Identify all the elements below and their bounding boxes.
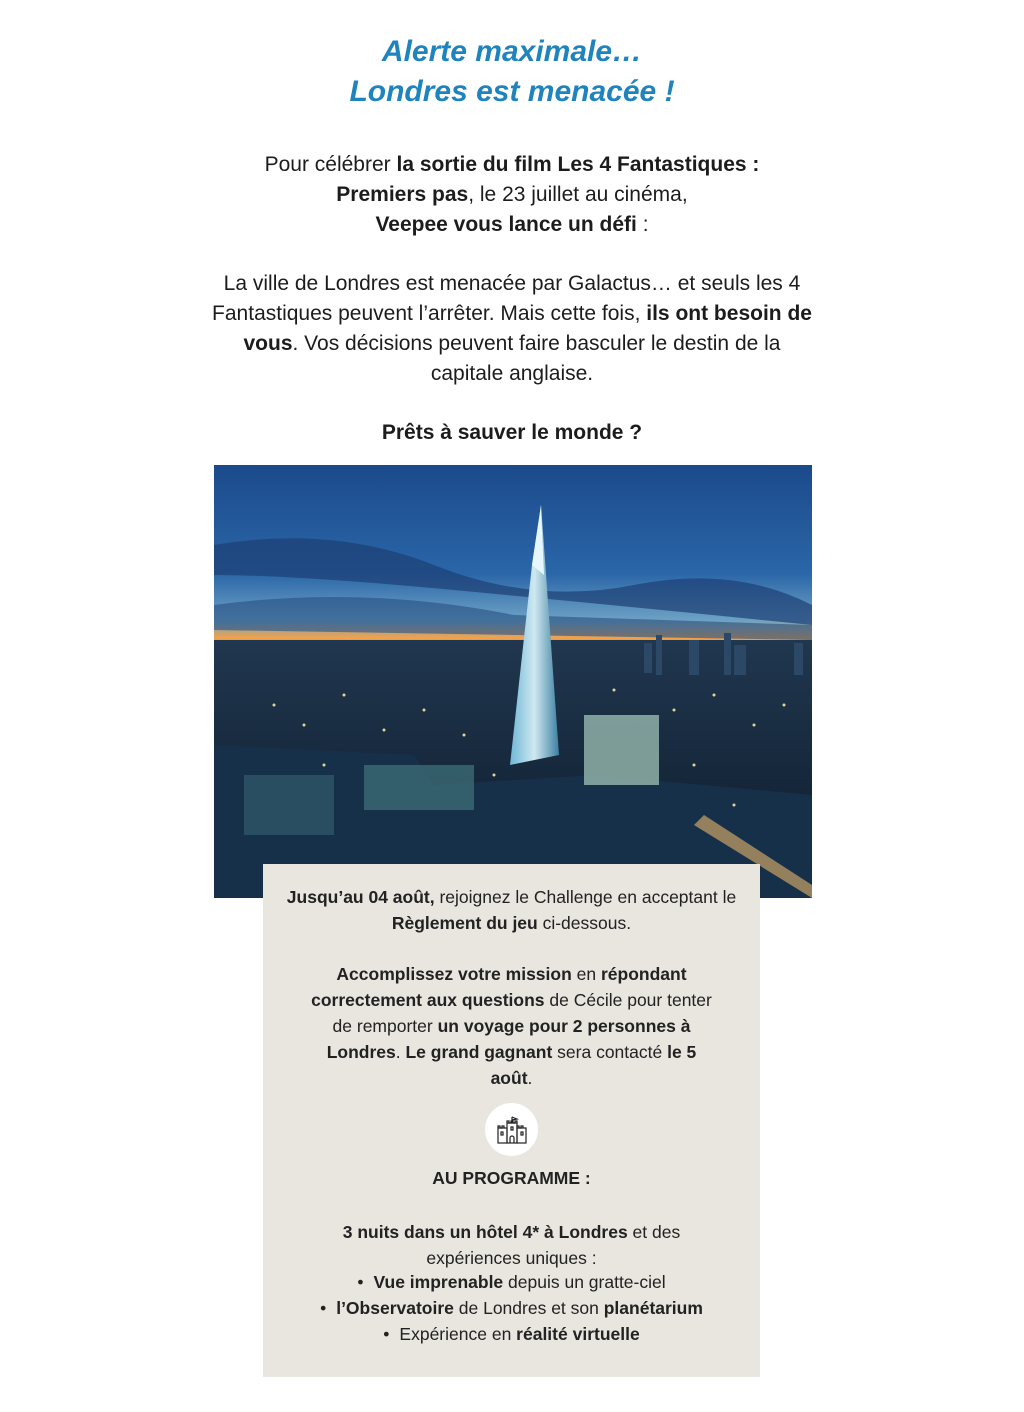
london-skyline-image <box>214 465 812 898</box>
card-text: Expérience en <box>399 1324 517 1344</box>
card-bold: Jusqu’au 04 août, <box>286 887 435 907</box>
card-text: . <box>395 1042 406 1062</box>
card-bold: répondant correctement aux questions <box>311 964 687 1010</box>
card-text: ci-dessous. <box>537 913 632 933</box>
intro-bold: Premiers pas <box>336 183 469 206</box>
call-to-action-text: Prêts à sauver le monde ? <box>381 421 643 444</box>
intro-text: Pour célébrer <box>264 153 397 176</box>
rules-link[interactable]: Règlement du jeu <box>391 913 538 933</box>
title-line-2: Londres est menacée ! <box>349 75 675 108</box>
card-paragraph-program <box>315 1219 708 1271</box>
castle-badge <box>485 1103 538 1156</box>
card-bold: Accomplissez votre mission <box>336 964 572 984</box>
castle-icon <box>495 1115 529 1145</box>
card-text: et des expériences uniques : <box>426 1222 681 1268</box>
card-bold: réalité virtuelle <box>516 1324 640 1344</box>
card-bold: Le grand gagnant <box>405 1042 553 1062</box>
card-text: en <box>571 964 601 984</box>
card-text: de Cécile pour tenter de remporter <box>332 990 712 1036</box>
list-item <box>263 1295 760 1321</box>
list-item <box>263 1269 760 1295</box>
card-bold: 3 nuits dans un hôtel 4* à Londres <box>342 1222 628 1242</box>
program-title: AU PROGRAMME : <box>432 1168 591 1188</box>
card-text: . <box>527 1068 533 1088</box>
intro-bold: ils ont besoin de vous <box>243 302 812 355</box>
program-list <box>263 1269 760 1347</box>
card-bold: un voyage pour 2 personnes à Londres <box>326 1016 691 1062</box>
card-text: depuis un gratte-ciel <box>503 1272 666 1292</box>
title-line-1: Alerte maximale… <box>381 35 643 68</box>
intro-bold: la sortie du film Les 4 Fantastiques : <box>396 153 760 176</box>
intro-text: . Vos décisions peuvent faire basculer le destin de la capitale anglaise. <box>292 332 781 385</box>
challenge-info-card <box>263 864 760 1377</box>
intro-text: : <box>636 213 649 236</box>
intro-bold: Veepee vous lance un défi <box>375 213 637 236</box>
intro-text: La ville de Londres est menacée par Galactus… et seuls les 4 Fantastiques peuvent l’arrêter. Mais cette fois, <box>212 272 801 325</box>
card-text: sera contacté <box>552 1042 668 1062</box>
card-bold: le 5 août <box>490 1042 697 1088</box>
intro-paragraph-1 <box>212 150 812 240</box>
intro-paragraph-2 <box>212 269 812 389</box>
card-bold: l’Observatoire <box>336 1298 454 1318</box>
card-text: de Londres et son <box>453 1298 604 1318</box>
intro-text: , le 23 juillet au cinéma, <box>468 183 688 206</box>
card-text: rejoignez le Challenge en acceptant le <box>434 887 737 907</box>
card-paragraph-dates <box>263 884 760 936</box>
card-bold: Vue imprenable <box>373 1272 504 1292</box>
page-title <box>0 32 1024 112</box>
card-paragraph-mission <box>305 961 718 1091</box>
card-bold: planétarium <box>603 1298 703 1318</box>
list-item <box>263 1321 760 1347</box>
